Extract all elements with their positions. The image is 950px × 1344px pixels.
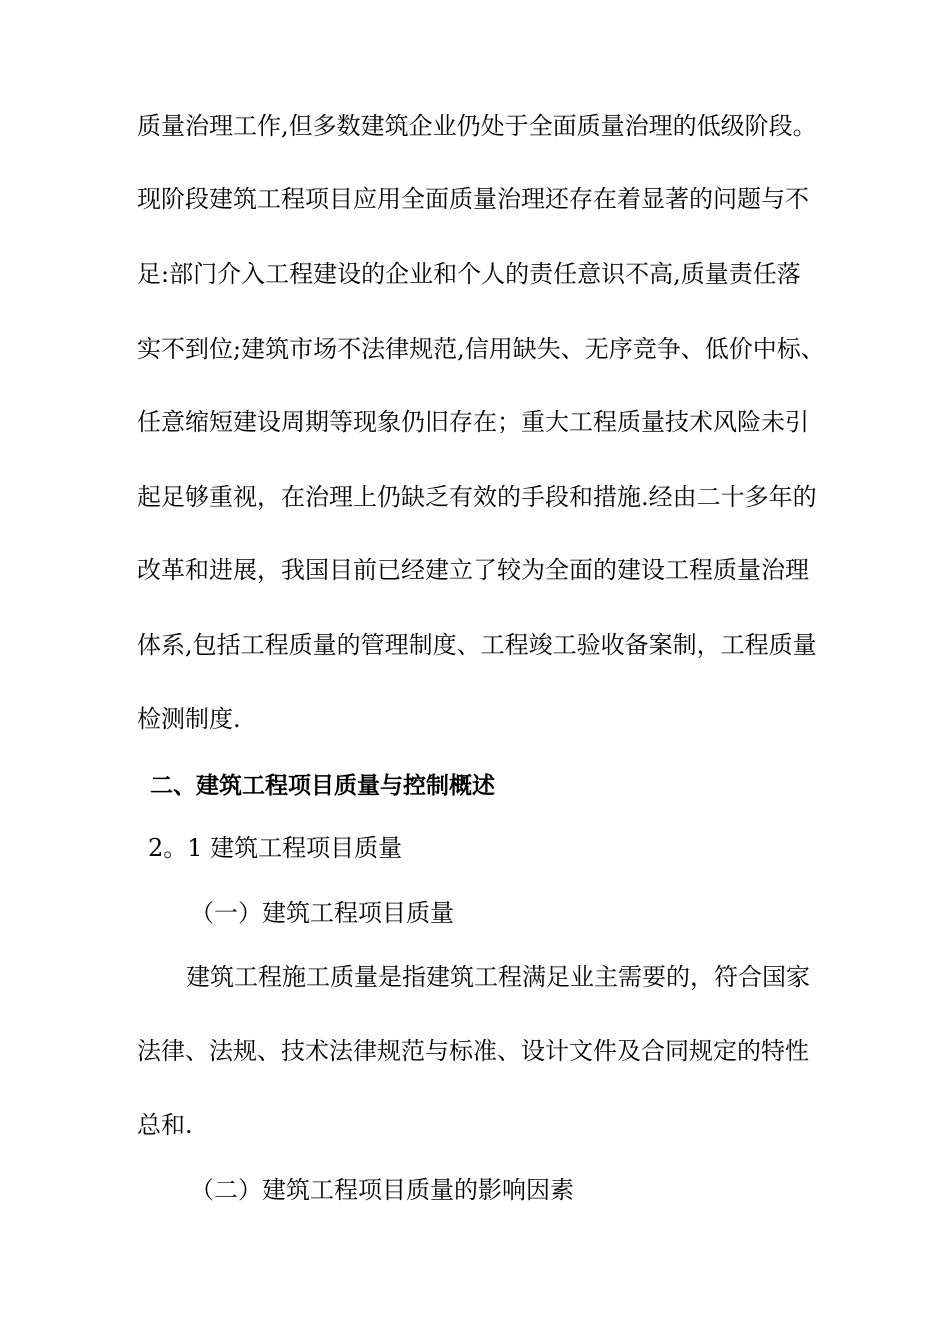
item-heading: （二）建筑工程项目质量的影响因素	[190, 1176, 574, 1204]
text-line: 现阶段建筑工程项目应用全面质量治理还存在着显著的问题与不	[137, 185, 809, 213]
text-line: 法律、法规、技术法律规范与标准、设计文件及合同规定的特性	[137, 1037, 809, 1065]
text-line: 任意缩短建设周期等现象仍旧存在；重大工程质量技术风险未引	[137, 408, 809, 436]
text-line: 足:部门介入工程建设的企业和个人的责任意识不高,质量责任落	[137, 260, 801, 288]
text-line: 质量治理工作,但多数建筑企业仍处于全面质量治理的低级阶段。	[137, 112, 817, 140]
text-line: 检测制度.	[137, 705, 241, 733]
subsection-heading: 2。1 建筑工程项目质量	[148, 834, 403, 862]
text-line: 总和.	[137, 1111, 193, 1139]
text-line: 改革和进展，我国目前已经建立了较为全面的建设工程质量治理	[137, 556, 809, 584]
text-line: 体系,包括工程质量的管理制度、工程竣工验收备案制，工程质量	[137, 631, 817, 659]
text-line: 起足够重视，在治理上仍缺乏有效的手段和措施.经由二十多年的	[137, 483, 817, 511]
section-heading: 二、建筑工程项目质量与控制概述	[150, 773, 495, 799]
text-line: 实不到位;建筑市场不法律规范,信用缺失、无序竞争、低价中标、	[137, 335, 825, 363]
item-heading: （一）建筑工程项目质量	[190, 899, 454, 927]
text-line: 建筑工程施工质量是指建筑工程满足业主需要的，符合国家	[186, 963, 810, 991]
